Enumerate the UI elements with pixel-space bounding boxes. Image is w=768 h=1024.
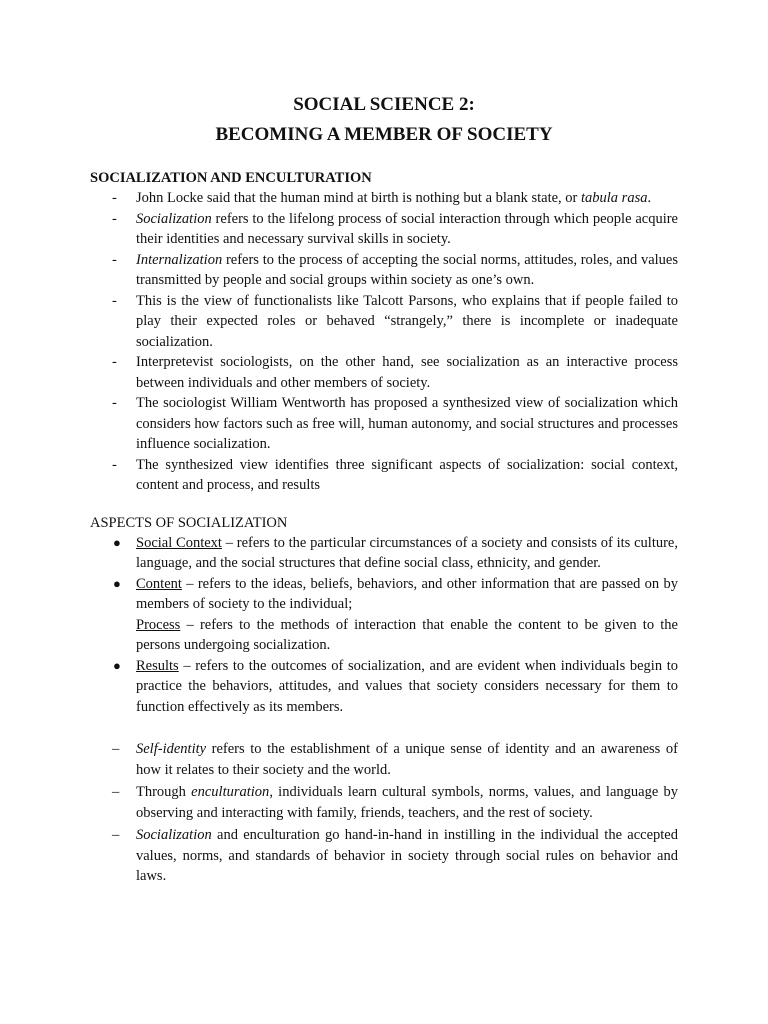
dash-marker: – <box>112 827 120 843</box>
socialization-list <box>90 188 678 496</box>
list-item: – Socialization and enculturation go hand-in-hand in instilling in the individual the accepted values, norms, and standards of behavior in society through social rules on behavior and laws. <box>112 827 678 884</box>
list-item: - Internalization refers to the process of accepting the social norms, attitudes, roles, and values transmitted by people and social groups within society as one’s own. <box>112 251 678 288</box>
dash-marker: - <box>112 251 117 268</box>
dash-marker: – <box>112 784 120 800</box>
aspects-list <box>90 533 678 718</box>
list-item: ● Results – refers to the outcomes of socialization, and are evident when individuals begin to practice the behaviors, attitudes, and values that society considers necessary for them to function effectively as its members. <box>113 657 678 715</box>
section-heading-aspects: ASPECTS OF SOCIALIZATION <box>90 514 288 531</box>
list-item: - Socialization refers to the lifelong process of social interaction through which people acquire their identities and necessary survival skills in society. <box>112 210 678 247</box>
bullet-marker: ● <box>113 534 121 550</box>
list-item: - The synthesized view identifies three significant aspects of socialization: social context, content and process, and results <box>112 456 678 493</box>
list-item: ● Social Context – refers to the particular circumstances of a society and consists of its culture, language, and the social structures that define social class, ethnicity, and gender. <box>113 534 678 571</box>
document-title-line2: BECOMING A MEMBER OF SOCIETY <box>215 124 553 145</box>
dash-marker: - <box>112 210 117 227</box>
list-item: – Through enculturation, individuals learn cultural symbols, norms, values, and language by observing and interacting with family, friends, teachers, and the rest of society. <box>112 784 678 821</box>
bullet-marker: ● <box>113 575 121 591</box>
list-item: - This is the view of functionalists like Talcott Parsons, who explains that if people failed to play their expected roles or behaved “strangely,” there is incomplete or inadequate socialization. <box>112 292 678 350</box>
dash-marker: - <box>112 395 117 411</box>
dash-marker: - <box>112 292 117 309</box>
list-item: – Self-identity refers to the establishment of a unique sense of identity and an awareness of how it relates to their society and the world. <box>112 741 678 778</box>
document-title-line1: SOCIAL SCIENCE 2: <box>293 94 475 115</box>
dash-marker: - <box>112 354 117 370</box>
term-social-context: Social Context <box>136 534 222 551</box>
term-content: Content <box>136 575 182 592</box>
list-item: ● Content – refers to the ideas, beliefs, behaviors, and other information that are passed on by members of society to the individual; Process – refers to the methods of interaction that enable the content to be given to the persons undergoing socialization. <box>113 575 678 653</box>
bullet-marker: ● <box>113 657 121 673</box>
dash-marker: – <box>112 741 120 757</box>
dash-marker: - <box>112 456 117 473</box>
identity-list <box>90 739 678 887</box>
list-item: - Interpretevist sociologists, on the other hand, see socialization as an interactive process between individuals and other members of society. <box>112 354 678 391</box>
dash-marker: - <box>112 190 117 206</box>
section-heading-socialization: SOCIALIZATION AND ENCULTURATION <box>90 170 372 186</box>
list-item: - John Locke said that the human mind at birth is nothing but a blank state, or tabula rasa. <box>90 188 678 209</box>
term-results: Results <box>136 657 179 674</box>
list-item: - The sociologist William Wentworth has proposed a synthesized view of socialization which considers how factors such as free will, human autonomy, and social structures and processes influence socialization. <box>112 395 678 452</box>
term-process: Process <box>136 616 181 633</box>
